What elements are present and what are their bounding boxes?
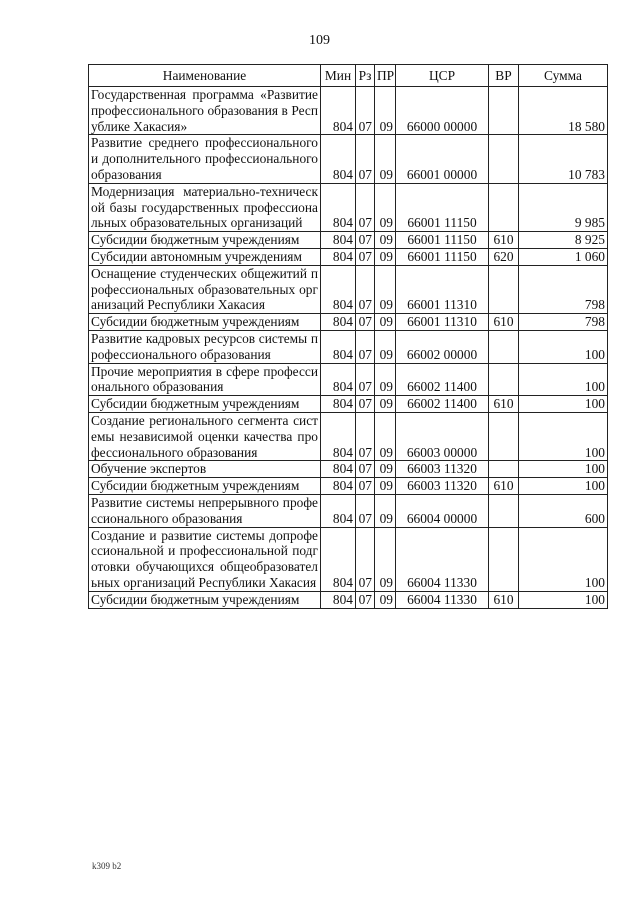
cell-sum: 100 [519,478,608,495]
cell-min: 804 [321,494,356,527]
cell-sum: 18 580 [519,87,608,135]
cell-rz: 07 [356,478,375,495]
table-header-row [89,65,608,87]
table-row [89,183,608,231]
cell-rz: 07 [356,527,375,591]
cell-pr: 09 [375,183,396,231]
cell-name: Государственная программа «Развитие профессионального образования в Республике Хакасия» [89,87,321,135]
cell-sum: 100 [519,330,608,363]
cell-pr: 09 [375,265,396,313]
cell-name: Субсидии автономным учреждениям [89,248,321,265]
cell-name: Оснащение студенческих общежитий профессиональных образовательных организаций Республики Хакасия [89,265,321,313]
header-vr: ВР [489,65,519,87]
cell-name: Прочие мероприятия в сфере профессионального образования [89,363,321,396]
header-name: Наименование [89,65,321,87]
cell-sum: 100 [519,591,608,608]
table-row [89,87,608,135]
cell-csr: 66004 11330 [396,527,489,591]
cell-vr: 620 [489,248,519,265]
cell-name: Создание регионального сегмента системы независимой оценки качества профессионального образования [89,412,321,460]
header-rz: Рз [356,65,375,87]
table-row [89,412,608,460]
cell-sum: 9 985 [519,183,608,231]
cell-pr: 09 [375,478,396,495]
cell-sum: 100 [519,412,608,460]
cell-rz: 07 [356,412,375,460]
cell-name: Субсидии бюджетным учреждениям [89,232,321,249]
cell-name: Развитие кадровых ресурсов системы профессионального образования [89,330,321,363]
cell-vr [489,330,519,363]
cell-rz: 07 [356,183,375,231]
cell-name: Субсидии бюджетным учреждениям [89,591,321,608]
footer-code: k309 b2 [92,861,122,871]
table-row [89,478,608,495]
cell-sum: 10 783 [519,135,608,183]
cell-pr: 09 [375,412,396,460]
cell-min: 804 [321,314,356,331]
cell-rz: 07 [356,396,375,413]
cell-csr: 66003 11320 [396,461,489,478]
cell-csr: 66002 00000 [396,330,489,363]
cell-name: Субсидии бюджетным учреждениям [89,314,321,331]
cell-sum: 600 [519,494,608,527]
cell-sum: 100 [519,363,608,396]
cell-vr: 610 [489,396,519,413]
cell-csr: 66001 11310 [396,265,489,313]
table-row [89,494,608,527]
cell-vr: 610 [489,591,519,608]
header-sum: Сумма [519,65,608,87]
cell-name: Субсидии бюджетным учреждениям [89,478,321,495]
cell-min: 804 [321,87,356,135]
table-row [89,330,608,363]
table-row [89,248,608,265]
cell-pr: 09 [375,232,396,249]
cell-pr: 09 [375,314,396,331]
table-row [89,363,608,396]
cell-pr: 09 [375,461,396,478]
cell-min: 804 [321,330,356,363]
cell-vr [489,135,519,183]
cell-min: 804 [321,363,356,396]
header-pr: ПР [375,65,396,87]
cell-vr: 610 [489,478,519,495]
cell-rz: 07 [356,232,375,249]
cell-vr [489,265,519,313]
cell-csr: 66004 11330 [396,591,489,608]
cell-min: 804 [321,183,356,231]
cell-min: 804 [321,461,356,478]
cell-name: Обучение экспертов [89,461,321,478]
cell-csr: 66001 11150 [396,248,489,265]
table-row [89,232,608,249]
cell-name: Развитие системы непрерывного профессионального образования [89,494,321,527]
cell-vr [489,363,519,396]
cell-csr: 66003 00000 [396,412,489,460]
cell-pr: 09 [375,135,396,183]
table-row [89,527,608,591]
header-min: Мин [321,65,356,87]
cell-min: 804 [321,412,356,460]
table-row [89,461,608,478]
cell-csr: 66001 11310 [396,314,489,331]
table-row [89,396,608,413]
cell-min: 804 [321,265,356,313]
cell-pr: 09 [375,527,396,591]
cell-rz: 07 [356,330,375,363]
cell-sum: 100 [519,461,608,478]
cell-pr: 09 [375,87,396,135]
cell-pr: 09 [375,591,396,608]
cell-min: 804 [321,591,356,608]
cell-pr: 09 [375,330,396,363]
cell-vr: 610 [489,232,519,249]
budget-table [88,64,608,609]
table-row [89,314,608,331]
cell-sum: 100 [519,396,608,413]
cell-csr: 66002 11400 [396,396,489,413]
page-number: 109 [309,33,330,48]
cell-vr [489,461,519,478]
cell-sum: 798 [519,314,608,331]
cell-rz: 07 [356,87,375,135]
cell-rz: 07 [356,248,375,265]
cell-name: Развитие среднего профессионального и дополнительного профессионального образования [89,135,321,183]
cell-vr: 610 [489,314,519,331]
cell-name: Создание и развитие системы допрофессиональной и профессиональной подготовки обучающихся общеобразовательных организаций Республики Хакасия [89,527,321,591]
table-row [89,591,608,608]
cell-min: 804 [321,478,356,495]
cell-csr: 66004 00000 [396,494,489,527]
cell-vr [489,87,519,135]
table-row [89,135,608,183]
cell-min: 804 [321,396,356,413]
cell-rz: 07 [356,461,375,478]
cell-vr [489,412,519,460]
cell-min: 804 [321,527,356,591]
cell-vr [489,183,519,231]
cell-name: Модернизация материально-технической базы государственных профессиональных образовательных организаций [89,183,321,231]
cell-min: 804 [321,248,356,265]
cell-csr: 66000 00000 [396,87,489,135]
cell-rz: 07 [356,135,375,183]
cell-pr: 09 [375,363,396,396]
cell-csr: 66001 11150 [396,232,489,249]
table-row [89,265,608,313]
cell-sum: 8 925 [519,232,608,249]
cell-rz: 07 [356,265,375,313]
cell-vr [489,494,519,527]
cell-sum: 1 060 [519,248,608,265]
cell-rz: 07 [356,363,375,396]
cell-min: 804 [321,135,356,183]
cell-sum: 798 [519,265,608,313]
cell-pr: 09 [375,494,396,527]
cell-pr: 09 [375,396,396,413]
cell-csr: 66001 00000 [396,135,489,183]
header-csr: ЦСР [396,65,489,87]
cell-sum: 100 [519,527,608,591]
cell-csr: 66003 11320 [396,478,489,495]
cell-rz: 07 [356,494,375,527]
cell-min: 804 [321,232,356,249]
cell-rz: 07 [356,314,375,331]
table-body [89,87,608,609]
cell-rz: 07 [356,591,375,608]
cell-csr: 66001 11150 [396,183,489,231]
cell-name: Субсидии бюджетным учреждениям [89,396,321,413]
cell-csr: 66002 11400 [396,363,489,396]
cell-vr [489,527,519,591]
cell-pr: 09 [375,248,396,265]
